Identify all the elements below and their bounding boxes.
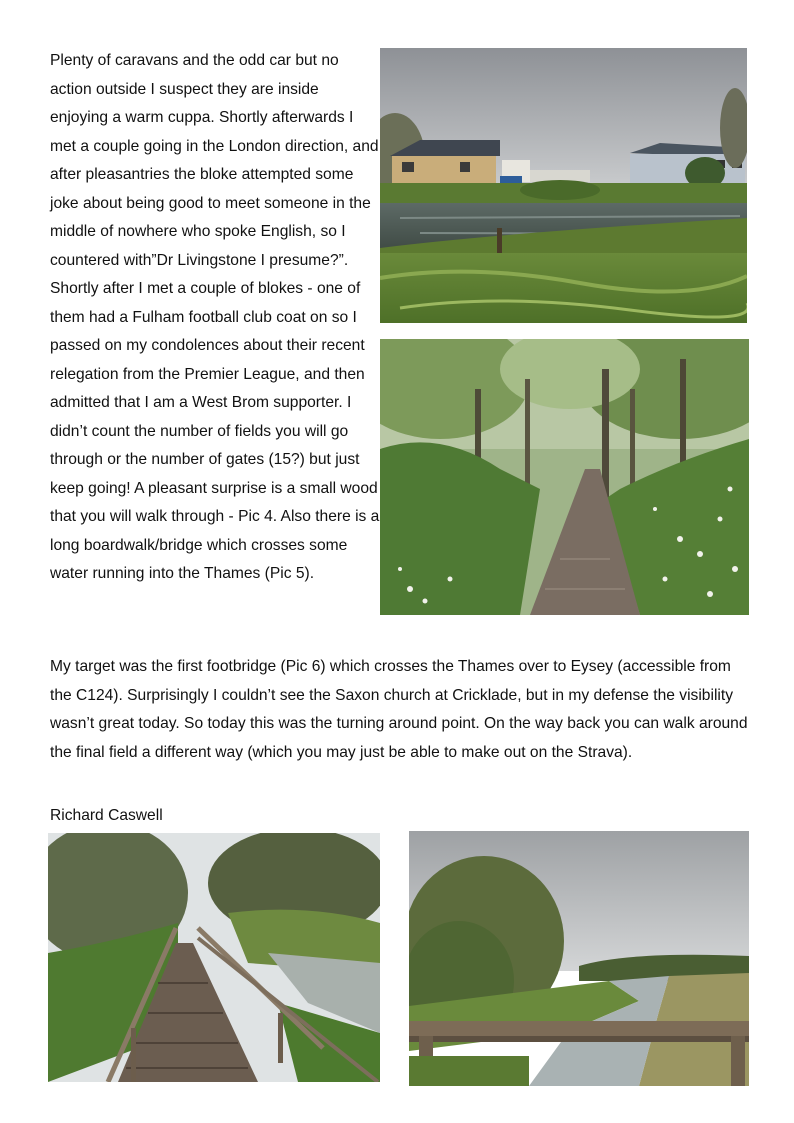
paragraph-walk-narrative: Plenty of caravans and the odd car but no action outside I suspect they are inside enjoying a warm cuppa. Shortly afterwards I met a couple going in the London direction, and after pleasantries the bloke attempted some joke about being good to meet someone in the middle of nowhere who spoke English, so I countered with”Dr Livingstone I presume?”. Shortly after I met a couple of blokes - one of them had a Fulham football club coat on so I passed on my condolences about their recent relegation from the Premier League, and then admitted that I am a West Brom supporter. I didn’t count the number of fields you will go through or the number of gates (15?) but just keep going! A pleasant surprise is a small wood that you will walk through - Pic 4. Also there is a long boardwalk/bridge which crosses some water running into the Thames (Pic 5). bbox=[50, 52, 380, 582]
woodland-path-photo bbox=[380, 339, 749, 615]
article-full-text bbox=[50, 653, 750, 767]
caravan-park-pond-photo bbox=[380, 48, 747, 323]
boardwalk-bridge-photo bbox=[48, 833, 380, 1082]
paragraph-target-footbridge: My target was the first footbridge (Pic 6) which crosses the Thames over to Eysey (accessible from the C124). Surprisingly I couldn’t see the Saxon church at Cricklade, but in my defense the visibility wasn’t great today. So today this was the turning around point. On the way back you can walk around the final field a different way (which you may just be able to make out on the Strava). bbox=[50, 658, 748, 761]
article-column-text bbox=[50, 47, 380, 589]
author-signature: Richard Caswell bbox=[50, 807, 163, 824]
footbridge-thames-photo bbox=[409, 831, 749, 1086]
